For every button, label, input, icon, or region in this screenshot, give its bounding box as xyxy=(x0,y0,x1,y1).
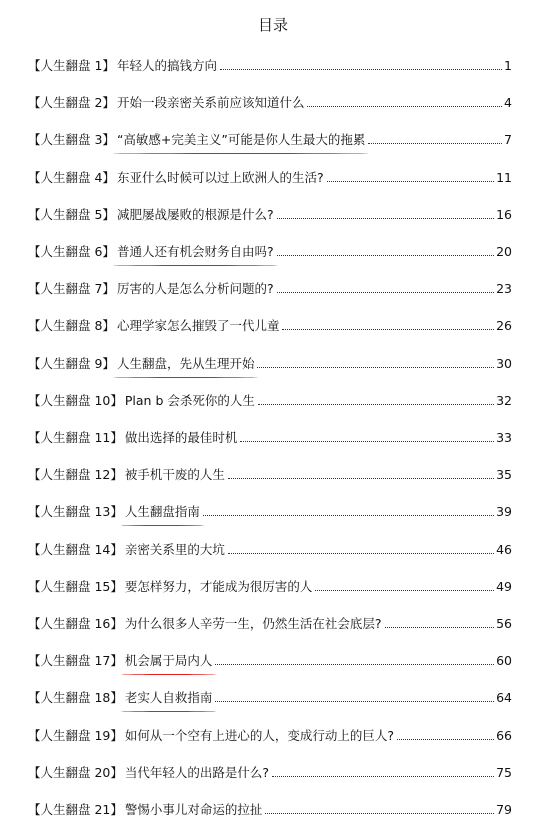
toc-entry[interactable] xyxy=(28,536,512,558)
toc-entry-page-number: 7 xyxy=(504,132,512,148)
toc-entry-page-number: 60 xyxy=(496,653,512,669)
toc-entry-title: 警惕小事儿对命运的拉扯 xyxy=(124,802,263,817)
toc-entry-label: 【人生翻盘 18】 xyxy=(28,690,123,706)
toc-entry-title: 要怎样努力，才能成为很厉害的人 xyxy=(124,578,313,594)
toc-entry-title: 做出选择的最佳时机 xyxy=(124,430,238,445)
toc-entry-title: 亲密关系里的大坑 xyxy=(124,541,225,557)
toc-entry-page-number: 26 xyxy=(496,318,512,334)
toc-entry-page-number: 56 xyxy=(496,616,512,631)
toc-entry-title: 厉害的人是怎么分析问题的? xyxy=(116,281,274,297)
dot-leader xyxy=(258,404,494,405)
toc-entry-title: 普通人还有机会财务自由吗? xyxy=(117,244,274,260)
toc-entry-label: 【人生翻盘 15】 xyxy=(28,578,123,594)
toc-entry[interactable] xyxy=(28,164,512,186)
toc-entry-page-number: 16 xyxy=(496,206,512,222)
toc-entry[interactable] xyxy=(28,684,512,706)
dot-leader xyxy=(228,553,494,554)
toc-entry[interactable] xyxy=(28,52,512,74)
toc-entry-label: 【人生翻盘 9】 xyxy=(28,355,115,371)
dot-leader xyxy=(272,776,494,777)
toc-entry-label: 【人生翻盘 16】 xyxy=(28,616,123,631)
toc-entry-title: 年轻人的搞钱方向 xyxy=(116,58,217,73)
toc-entry-label: 【人生翻盘 8】 xyxy=(28,318,115,334)
toc-entry-title: “高敏感+完美主义”可能是你人生最大的拖累 xyxy=(117,132,365,148)
toc-entry-page-number: 35 xyxy=(496,467,512,483)
dot-leader xyxy=(215,664,494,665)
toc-entry-label: 【人生翻盘 6】 xyxy=(28,244,115,259)
red-underline-mark xyxy=(121,525,204,526)
red-underline-mark xyxy=(121,711,217,712)
toc-entry-page-number: 30 xyxy=(496,355,512,371)
toc-entry-page-number: 79 xyxy=(496,802,512,817)
toc-entry-title: 开始一段亲密关系前应该知道什么 xyxy=(116,95,305,111)
dot-leader xyxy=(277,218,495,219)
toc-entry-label: 【人生翻盘 10】 xyxy=(28,392,123,408)
dot-leader xyxy=(282,329,494,330)
toc-entry-label: 【人生翻盘 13】 xyxy=(28,504,123,520)
toc-entry[interactable] xyxy=(28,424,512,446)
toc-entry[interactable] xyxy=(28,275,512,297)
toc-entry-label: 【人生翻盘 3】 xyxy=(28,132,115,148)
toc-entry[interactable] xyxy=(28,350,512,372)
toc-entry[interactable] xyxy=(28,647,512,669)
toc-entry[interactable] xyxy=(28,573,512,595)
toc-entry-page-number: 64 xyxy=(496,690,512,706)
toc-entry-title: Plan b 会杀死你的人生 xyxy=(124,392,255,408)
toc-entry-page-number: 39 xyxy=(496,504,512,520)
toc-entry-page-number: 49 xyxy=(496,578,512,594)
toc-entry[interactable] xyxy=(28,89,512,111)
dot-leader xyxy=(385,627,495,628)
toc-entry-page-number: 11 xyxy=(496,169,512,185)
dot-leader xyxy=(220,69,502,70)
toc-entry-page-number: 75 xyxy=(496,764,512,780)
dot-leader xyxy=(368,143,502,144)
toc-entry-page-number: 66 xyxy=(496,727,512,743)
toc-entry-title: 心理学家怎么摧毁了一代儿童 xyxy=(116,318,280,334)
toc-entry-label: 【人生翻盘 14】 xyxy=(28,541,123,557)
toc-entry-title: 机会属于局内人 xyxy=(125,653,213,669)
toc-entry[interactable] xyxy=(28,610,512,632)
dot-leader xyxy=(203,515,494,516)
toc-entry-title: 当代年轻人的出路是什么? xyxy=(124,764,270,780)
toc-entry[interactable] xyxy=(28,126,512,148)
toc-entry-title: 人生翻盘，先从生理开始 xyxy=(117,356,255,372)
toc-entry-label: 【人生翻盘 7】 xyxy=(28,281,115,297)
dot-leader xyxy=(215,701,494,702)
dot-leader xyxy=(277,292,495,293)
toc-entry-page-number: 1 xyxy=(504,58,512,73)
toc-entry-page-number: 46 xyxy=(496,541,512,557)
red-underline-mark xyxy=(113,377,259,378)
toc-entry[interactable] xyxy=(28,498,512,520)
dot-leader xyxy=(277,255,495,256)
dot-leader xyxy=(257,367,494,368)
toc-entry[interactable] xyxy=(28,387,512,409)
toc-entry-page-number: 4 xyxy=(504,95,512,111)
toc-entry-label: 【人生翻盘 1】 xyxy=(28,58,115,73)
dot-leader xyxy=(265,813,494,814)
toc-entry[interactable] xyxy=(28,796,512,818)
toc-entry-title: 东亚什么时候可以过上欧洲人的生活? xyxy=(116,169,324,185)
toc-entry-page-number: 23 xyxy=(496,281,512,297)
toc-entry-page-number: 20 xyxy=(496,244,512,259)
toc-entry-label: 【人生翻盘 21】 xyxy=(28,802,123,817)
toc-title: 目录 xyxy=(257,16,288,34)
toc-entry-label: 【人生翻盘 20】 xyxy=(28,764,123,780)
red-underline-mark xyxy=(121,674,217,675)
toc-entry-label: 【人生翻盘 5】 xyxy=(28,206,115,222)
toc-entry[interactable] xyxy=(28,238,512,260)
dot-leader xyxy=(327,181,495,182)
toc-entry-label: 【人生翻盘 17】 xyxy=(28,653,123,669)
dot-leader xyxy=(228,478,494,479)
toc-entry-label: 【人生翻盘 12】 xyxy=(28,467,123,483)
toc-entry-title: 为什么很多人辛劳一生，仍然生活在社会底层? xyxy=(124,616,382,631)
toc-entry[interactable] xyxy=(28,461,512,483)
dot-leader xyxy=(315,590,494,591)
dot-leader xyxy=(240,441,494,442)
toc-entry-title: 老实人自救指南 xyxy=(125,690,213,706)
toc-entry[interactable] xyxy=(28,201,512,223)
toc-entry-label: 【人生翻盘 4】 xyxy=(28,169,115,185)
toc-entry[interactable] xyxy=(28,312,512,334)
red-underline-mark xyxy=(113,153,369,154)
toc-entry-label: 【人生翻盘 11】 xyxy=(28,430,123,445)
toc-entry-page-number: 33 xyxy=(496,430,512,445)
toc-entry-title: 减肥屡战屡败的根源是什么? xyxy=(116,206,274,222)
toc-entry-title: 被手机干废的人生 xyxy=(124,467,225,483)
toc-entry[interactable] xyxy=(28,722,512,744)
dot-leader xyxy=(397,739,494,740)
toc-entry[interactable] xyxy=(28,759,512,781)
toc-entry-label: 【人生翻盘 2】 xyxy=(28,95,115,111)
toc-entry-title: 人生翻盘指南 xyxy=(125,504,200,520)
red-underline-mark xyxy=(113,265,278,266)
toc-entry-page-number: 32 xyxy=(496,392,512,408)
toc-entry-label: 【人生翻盘 19】 xyxy=(28,727,123,743)
toc-entry-title: 如何从一个空有上进心的人，变成行动上的巨人? xyxy=(124,727,395,743)
dot-leader xyxy=(307,106,502,107)
